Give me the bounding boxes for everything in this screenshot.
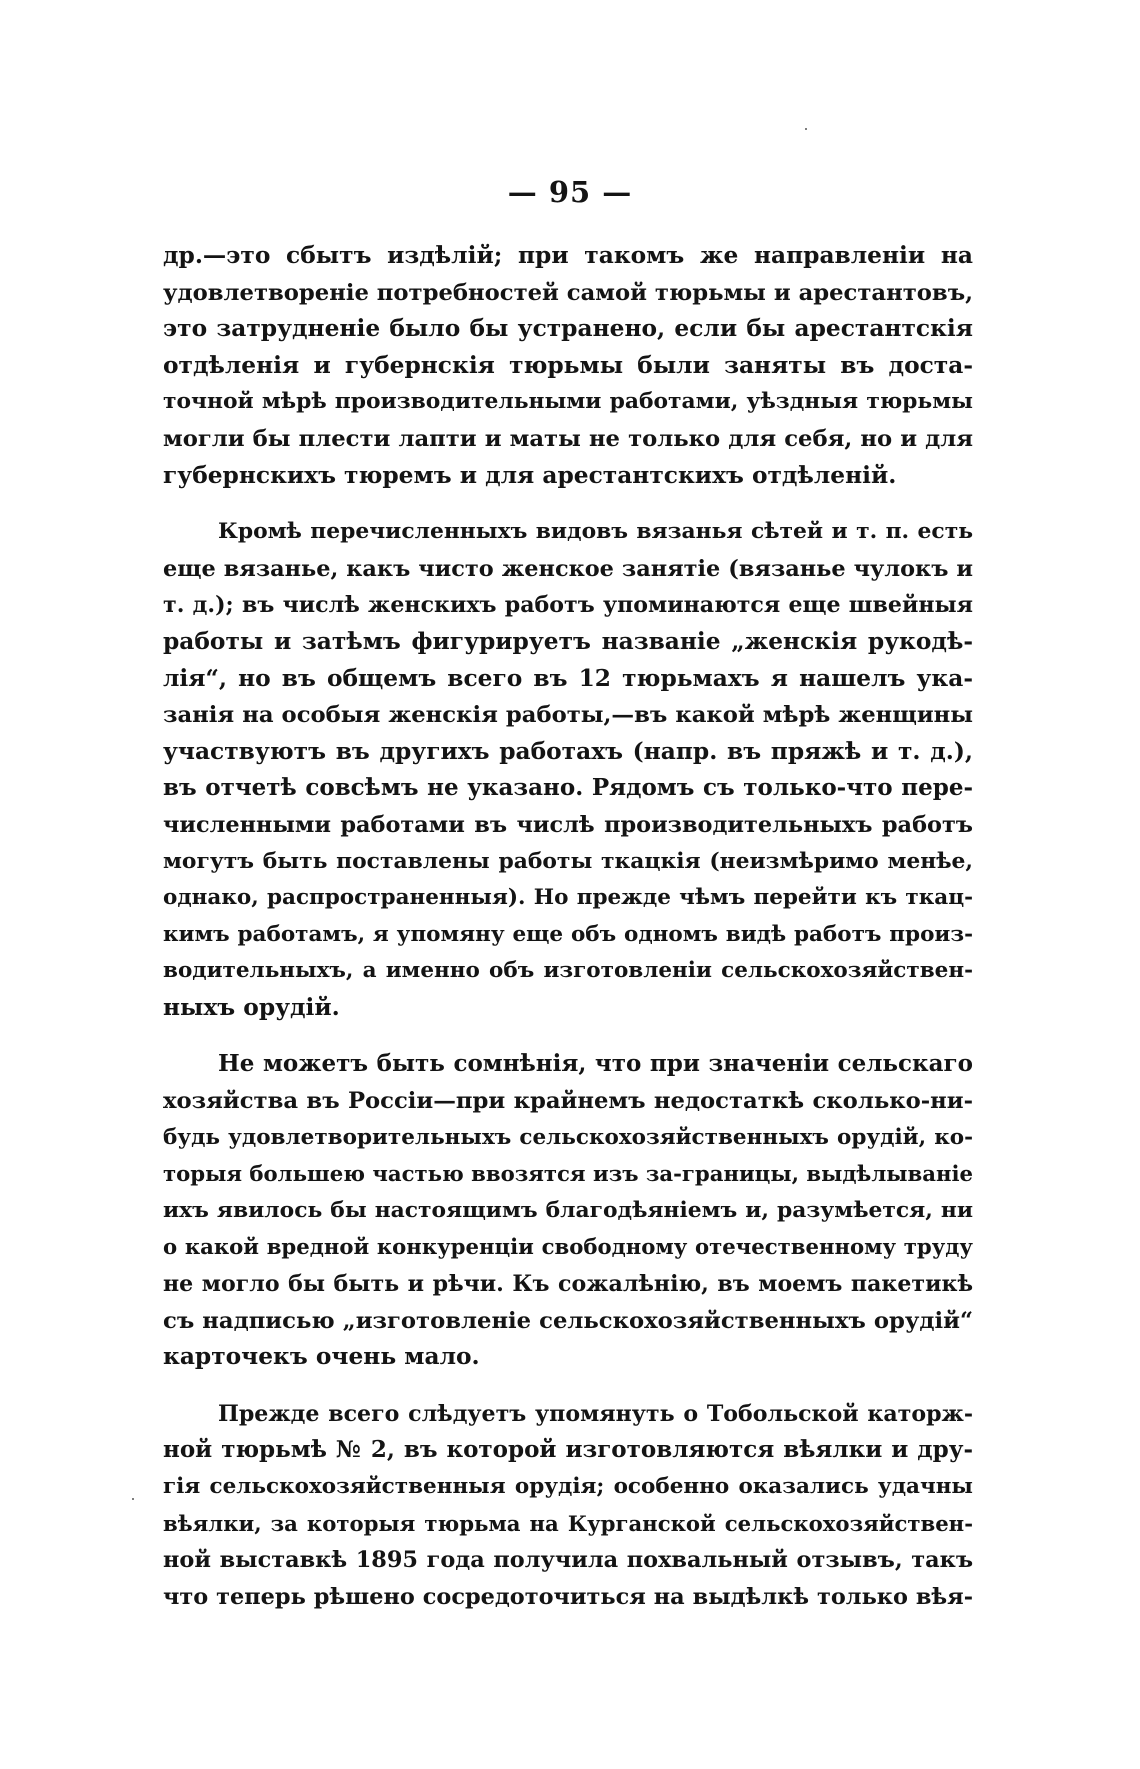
text-line: гія сельскохозяйственныя орудія; особенно оказались удачны bbox=[163, 1474, 973, 1499]
text-line: карточекъ очень мало. bbox=[163, 1343, 480, 1371]
text-line: водительныхъ, а именно объ изготовленіи сельскохозяйствен- bbox=[163, 958, 973, 984]
paragraph bbox=[163, 238, 973, 494]
text-line: удовлетвореніе потребностей самой тюрьмы и арестантовъ, bbox=[163, 279, 973, 306]
text-line: торыя большею частью ввозятся изъ за-границы, выдѣлываніе bbox=[163, 1161, 973, 1187]
text-line: др.—это сбытъ издѣлій; при такомъ же направленіи на bbox=[163, 242, 973, 269]
text-line: будь удовлетворительныхъ сельскохозяйственныхъ орудій, ко- bbox=[163, 1124, 973, 1150]
text-line: о какой вредной конкуренціи свободному отечественному труду bbox=[163, 1234, 973, 1260]
paragraph bbox=[163, 1046, 973, 1375]
text-line: это затрудненіе было бы устранено, если бы арестантскія bbox=[163, 315, 973, 343]
paper-speck bbox=[132, 1498, 134, 1500]
text-line: участвуютъ въ другихъ работахъ (напр. въ пряжѣ и т. д.), bbox=[163, 737, 973, 765]
text-line: въ отчетѣ совсѣмъ не указано. Рядомъ съ только-что пере- bbox=[163, 774, 973, 802]
text-line: Кромѣ перечисленныхъ видовъ вязанья сѣтей и т. п. есть bbox=[218, 519, 973, 545]
text-line: однако, распространенныя). Но прежде чѣмъ перейти къ ткац- bbox=[163, 885, 973, 911]
text-line: т. д.); въ числѣ женскихъ работъ упоминаются еще швейныя bbox=[163, 592, 973, 619]
text-line: ной выставкѣ 1895 года получила похвальный отзывъ, такъ bbox=[163, 1547, 973, 1574]
text-line: съ надписью „изготовленіе сельскохозяйственныхъ орудій“ bbox=[163, 1307, 973, 1334]
paragraph bbox=[163, 514, 973, 1026]
text-line: что теперь рѣшено сосредоточиться на выдѣлкѣ только вѣя- bbox=[163, 1583, 973, 1610]
text-line: вѣялки, за которыя тюрьма на Курганской сельскохозяйствен- bbox=[163, 1510, 973, 1536]
text-line: точной мѣрѣ производительными работами, уѣздныя тюрьмы bbox=[163, 389, 973, 415]
text-line: Прежде всего слѣдуетъ упомянуть о Тобольской каторж- bbox=[218, 1400, 973, 1427]
text-line: могли бы плести лапти и маты не только для себя, но и для bbox=[163, 425, 973, 452]
text-line: кимъ работамъ, я упомяну еще объ одномъ видѣ работъ произ- bbox=[163, 921, 973, 947]
text-line: могутъ быть поставлены работы ткацкія (неизмѣримо менѣе, bbox=[163, 848, 973, 874]
text-line: хозяйства въ Россіи—при крайнемъ недостаткѣ сколько-ни- bbox=[163, 1088, 973, 1115]
text-line: лія“, но въ общемъ всего въ 12 тюрьмахъ я нашелъ ука- bbox=[163, 664, 973, 692]
text-line: отдѣленія и губернскія тюрьмы были заняты въ доста- bbox=[163, 351, 973, 379]
text-line: Не можетъ быть сомнѣнія, что при значеніи сельскаго bbox=[218, 1050, 973, 1078]
page-number: — 95 — bbox=[507, 175, 633, 209]
paragraph bbox=[163, 1396, 973, 1616]
text-line: ной тюрьмѣ № 2, въ которой изготовляются вѣялки и дру- bbox=[163, 1436, 973, 1464]
text-line: ихъ явилось бы настоящимъ благодѣяніемъ и, разумѣется, ни bbox=[163, 1197, 973, 1223]
text-line: численными работами въ числѣ производительныхъ работъ bbox=[163, 811, 973, 838]
text-body bbox=[163, 238, 973, 1635]
text-line: не могло бы быть и рѣчи. Къ сожалѣнію, въ моемъ пакетикѣ bbox=[163, 1271, 973, 1298]
text-line: работы и затѣмъ фигурируетъ названіе „женскія рукодѣ- bbox=[163, 627, 973, 655]
text-line: еще вязанье, какъ чисто женское занятіе (вязанье чулокъ и bbox=[163, 555, 973, 582]
paper-speck bbox=[805, 128, 807, 130]
text-line: ныхъ орудій. bbox=[163, 993, 340, 1021]
text-line: занія на особыя женскія работы,—въ какой мѣрѣ женщины bbox=[163, 702, 973, 729]
text-line: губернскихъ тюремъ и для арестантскихъ отдѣленій. bbox=[163, 461, 897, 489]
